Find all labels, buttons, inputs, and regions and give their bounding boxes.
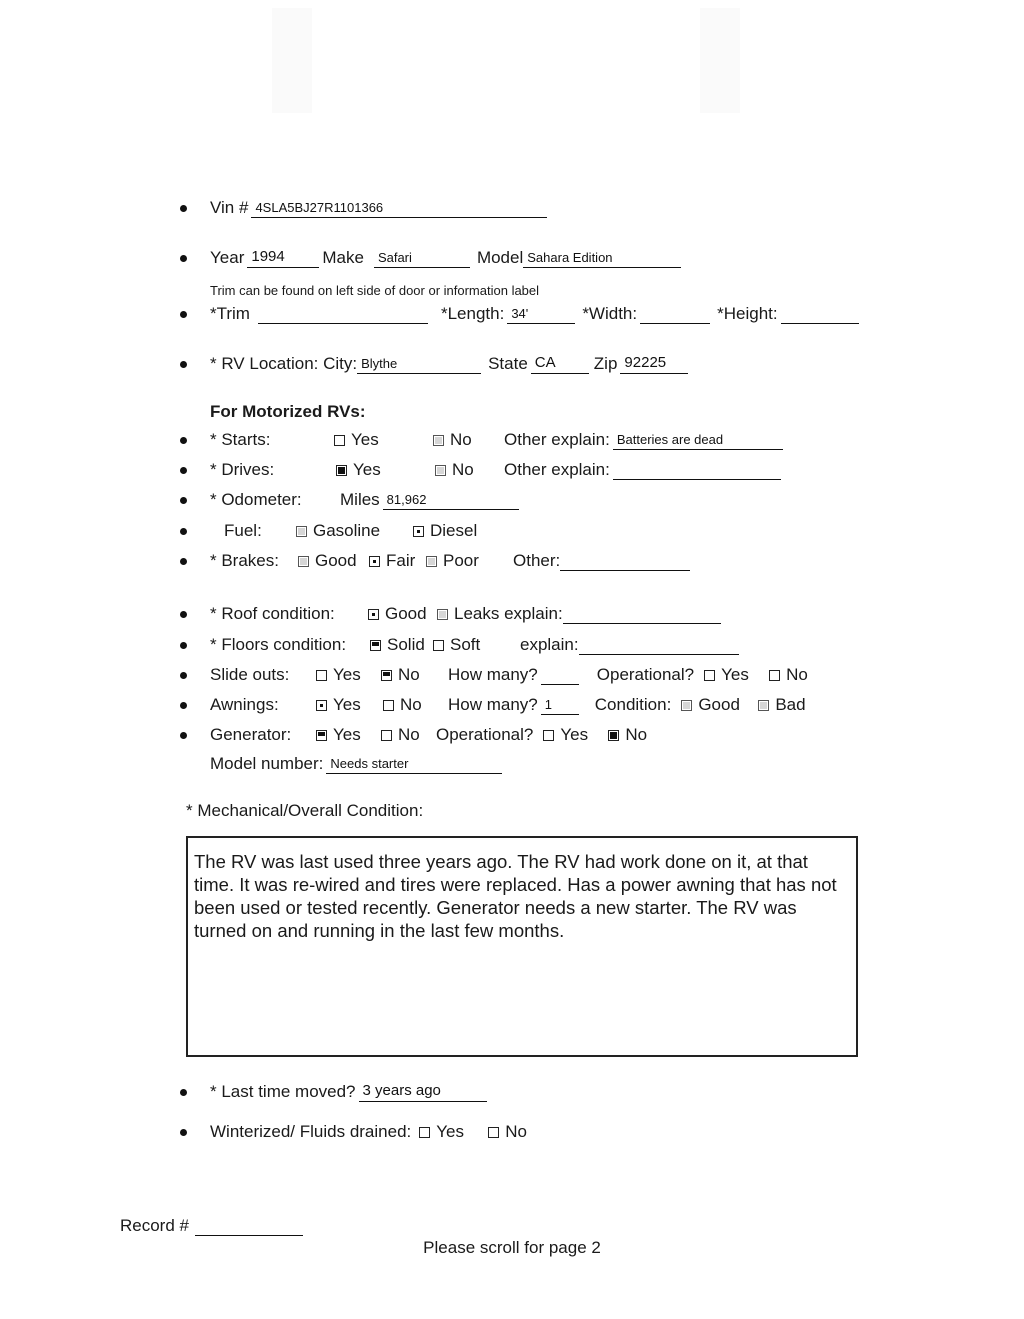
model-value: Sahara Edition — [527, 250, 613, 265]
length-label: *Length: — [440, 304, 505, 323]
roof-leaks-field[interactable] — [563, 603, 721, 624]
faint-mark — [700, 8, 740, 113]
bullet — [180, 255, 187, 262]
slideouts-label: Slide outs: — [210, 665, 290, 684]
slideouts-op-yes-label: Yes — [721, 665, 749, 684]
starts-no-label: No — [450, 430, 472, 449]
last-moved-value: 3 years ago — [362, 1082, 441, 1099]
drives-label: * Drives: — [210, 460, 275, 479]
year-label: Year — [210, 248, 245, 267]
year-value: 1994 — [251, 248, 285, 265]
length-value: 34' — [511, 306, 529, 321]
bullet — [180, 361, 187, 368]
brakes-other-label: Other: — [513, 551, 561, 570]
model-number-field[interactable] — [326, 753, 502, 774]
bullet — [180, 702, 187, 709]
odometer-label: * Odometer: — [210, 490, 302, 509]
make-value: Safari — [377, 250, 412, 265]
slideouts-howmany-label: How many? — [448, 665, 538, 684]
awnings-yes-checkbox[interactable] — [316, 700, 327, 711]
awnings-howmany-value: 1 — [544, 697, 552, 712]
slideouts-howmany-field[interactable] — [541, 664, 579, 685]
trim-field[interactable] — [258, 303, 428, 324]
state-value: CA — [534, 354, 556, 371]
height-label: *Height: — [717, 304, 778, 323]
floors-solid-checkbox[interactable] — [370, 640, 381, 651]
miles-field[interactable] — [383, 489, 519, 510]
bullet — [180, 467, 187, 474]
bullet — [180, 672, 187, 679]
generator-op-no-checkbox[interactable] — [608, 730, 619, 741]
slideouts-operational-label: Operational? — [596, 665, 695, 684]
city-field[interactable] — [357, 353, 481, 374]
bullet — [180, 732, 187, 739]
awnings-no-checkbox[interactable] — [383, 700, 394, 711]
starts-other-field[interactable] — [613, 429, 783, 450]
height-field[interactable] — [781, 303, 859, 324]
bullet — [180, 497, 187, 504]
generator-no-checkbox[interactable] — [381, 730, 392, 741]
model-label: Model — [476, 248, 524, 267]
vin-field[interactable] — [251, 197, 547, 218]
bullet — [180, 205, 187, 212]
drives-yes-label: Yes — [353, 460, 381, 479]
mechanical-condition-textbox[interactable]: The RV was last used three years ago. The RV had work done on it, at that time. It was re-wired and tires were replaced. Has a power awning that has not been used or tested recently. Generator needs a new starter. The RV was turned on and running in the last few months. — [186, 836, 858, 1057]
awnings-good-checkbox[interactable] — [681, 700, 692, 711]
fuel-gasoline-checkbox[interactable] — [296, 526, 307, 537]
miles-label: Miles — [340, 490, 380, 509]
drives-no-label: No — [452, 460, 474, 479]
roof-good-label: Good — [385, 604, 427, 623]
mechanical-label: * Mechanical/Overall Condition: — [186, 801, 424, 820]
winterized-no-checkbox[interactable] — [488, 1127, 499, 1138]
bullet — [180, 1089, 187, 1096]
faint-mark — [272, 8, 312, 113]
trim-note: Trim can be found on left side of door or information label — [210, 283, 540, 298]
bullet — [180, 311, 187, 318]
generator-no-label: No — [398, 725, 420, 744]
roof-good-checkbox[interactable] — [368, 609, 379, 620]
floors-label: * Floors condition: — [210, 635, 347, 654]
last-moved-field[interactable] — [359, 1081, 487, 1102]
starts-other-label: Other explain: — [504, 430, 610, 449]
fuel-diesel-label: Diesel — [430, 521, 478, 540]
generator-op-yes-checkbox[interactable] — [543, 730, 554, 741]
floors-soft-checkbox[interactable] — [433, 640, 444, 651]
length-field[interactable] — [507, 303, 575, 324]
slideouts-op-yes-checkbox[interactable] — [704, 670, 715, 681]
model-number-value: Needs starter — [330, 756, 409, 771]
roof-label: * Roof condition: — [210, 604, 335, 623]
starts-label: * Starts: — [210, 430, 271, 449]
awnings-howmany-field[interactable] — [541, 694, 579, 715]
zip-field[interactable] — [620, 353, 688, 374]
starts-no-checkbox[interactable] — [433, 435, 444, 446]
miles-value: 81,962 — [386, 492, 427, 507]
winterized-yes-checkbox[interactable] — [419, 1127, 430, 1138]
generator-op-no-label: No — [625, 725, 648, 744]
starts-other-value: Batteries are dead — [616, 432, 724, 447]
starts-yes-checkbox[interactable] — [334, 435, 345, 446]
record-field[interactable] — [195, 1215, 303, 1236]
slideouts-no-checkbox[interactable] — [381, 670, 392, 681]
brakes-fair-label: Fair — [386, 551, 416, 570]
brakes-good-checkbox[interactable] — [298, 556, 309, 567]
awnings-bad-label: Bad — [775, 695, 806, 714]
year-field[interactable] — [247, 247, 319, 268]
floors-solid-label: Solid — [387, 635, 425, 654]
awnings-howmany-label: How many? — [448, 695, 538, 714]
vin-value: 4SLA5BJ27R1101366 — [255, 200, 384, 215]
motorized-heading: For Motorized RVs: — [210, 402, 366, 421]
bullet — [180, 558, 187, 565]
state-field[interactable] — [531, 353, 589, 374]
generator-yes-checkbox[interactable] — [316, 730, 327, 741]
floors-explain-field[interactable] — [579, 634, 739, 655]
floors-explain-label: explain: — [520, 635, 579, 654]
fuel-diesel-checkbox[interactable] — [413, 526, 424, 537]
zip-value: 92225 — [624, 354, 667, 371]
city-label: * RV Location: City: — [210, 354, 358, 373]
awnings-condition-label: Condition: — [594, 695, 672, 714]
brakes-poor-label: Poor — [443, 551, 479, 570]
brakes-label: * Brakes: — [210, 551, 279, 570]
width-label: *Width: — [582, 304, 638, 323]
vin-label: Vin # — [210, 198, 249, 217]
winterized-no-label: No — [505, 1122, 527, 1141]
trim-label: *Trim — [210, 304, 250, 323]
winterized-label: Winterized/ Fluids drained: — [210, 1122, 412, 1141]
bullet — [180, 437, 187, 444]
awnings-yes-label: Yes — [333, 695, 361, 714]
drives-no-checkbox[interactable] — [435, 465, 446, 476]
drives-other-label: Other explain: — [504, 460, 610, 479]
bullet — [180, 642, 187, 649]
awnings-bad-checkbox[interactable] — [758, 700, 769, 711]
city-value: Blythe — [361, 356, 398, 371]
bullet — [180, 611, 187, 618]
awnings-good-label: Good — [698, 695, 740, 714]
fuel-gasoline-label: Gasoline — [313, 521, 381, 540]
brakes-fair-checkbox[interactable] — [369, 556, 380, 567]
roof-leaks-checkbox[interactable] — [437, 609, 448, 620]
generator-yes-label: Yes — [333, 725, 361, 744]
roof-leaks-label: Leaks explain: — [454, 604, 563, 623]
slideouts-no-label: No — [398, 665, 420, 684]
winterized-yes-label: Yes — [436, 1122, 464, 1141]
record-number — [120, 1215, 306, 1236]
bullet — [180, 1129, 187, 1136]
generator-op-yes-label: Yes — [560, 725, 589, 744]
make-field[interactable] — [374, 247, 470, 268]
drives-other-field[interactable] — [613, 459, 781, 480]
model-number-label: Model number: — [210, 754, 324, 773]
slideouts-op-no-label: No — [786, 665, 808, 684]
awnings-label: Awnings: — [210, 695, 279, 714]
floors-soft-label: Soft — [450, 635, 481, 654]
last-moved-label: * Last time moved? — [210, 1082, 356, 1101]
model-field[interactable] — [523, 247, 681, 268]
brakes-poor-checkbox[interactable] — [426, 556, 437, 567]
fuel-label: Fuel: — [224, 521, 262, 540]
make-label: Make — [322, 248, 364, 267]
brakes-good-label: Good — [315, 551, 357, 570]
width-field[interactable] — [640, 303, 710, 324]
starts-yes-label: Yes — [351, 430, 379, 449]
state-label: State — [488, 354, 528, 373]
bullet — [180, 528, 187, 535]
brakes-other-field[interactable] — [560, 550, 690, 571]
record-label: Record # — [120, 1216, 189, 1235]
drives-yes-checkbox[interactable] — [336, 465, 347, 476]
awnings-no-label: No — [400, 695, 422, 714]
generator-label: Generator: — [210, 725, 292, 744]
scroll-footer: Please scroll for page 2 — [423, 1238, 601, 1257]
slideouts-op-no-checkbox[interactable] — [769, 670, 780, 681]
generator-operational-label: Operational? — [436, 725, 534, 744]
slideouts-yes-checkbox[interactable] — [316, 670, 327, 681]
slideouts-yes-label: Yes — [333, 665, 361, 684]
zip-label: Zip — [593, 354, 618, 373]
